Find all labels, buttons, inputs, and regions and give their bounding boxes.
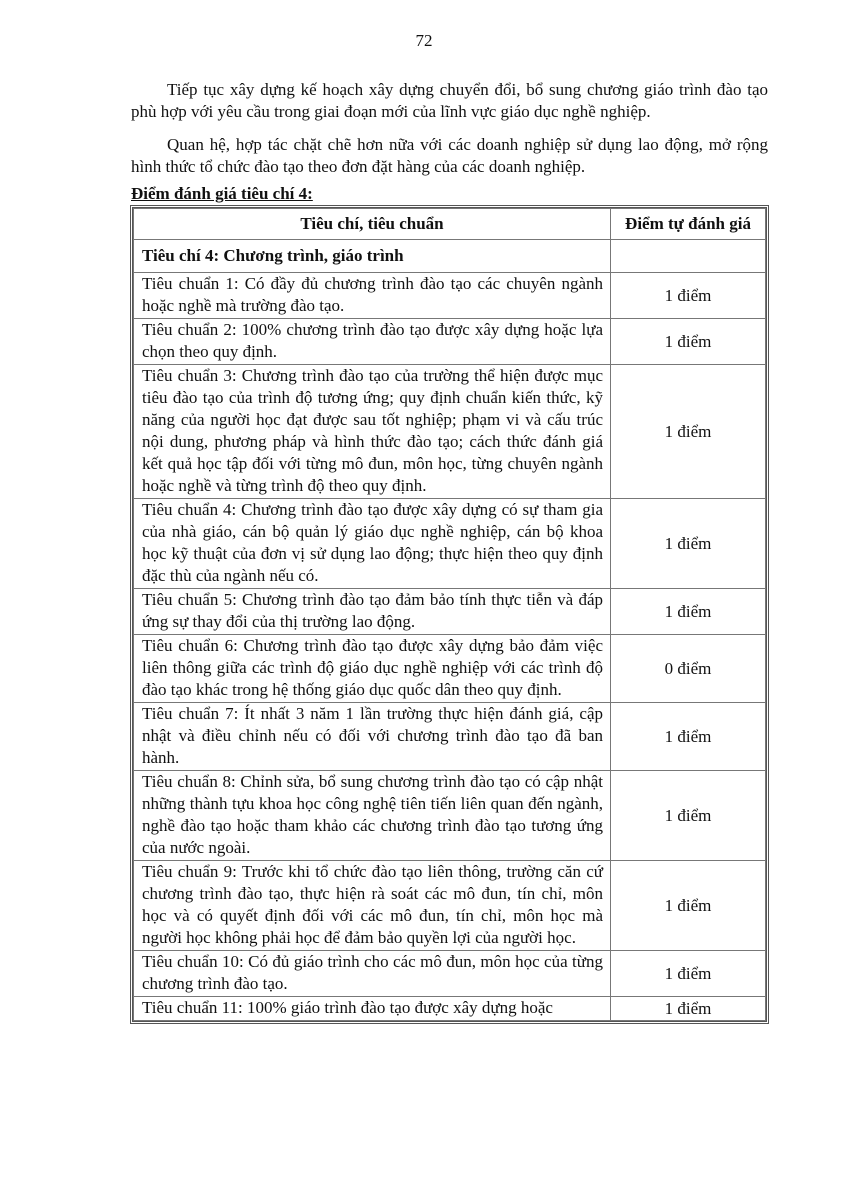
standard-score: 1 điểm bbox=[611, 589, 766, 635]
table-row bbox=[134, 703, 766, 771]
table-row bbox=[134, 861, 766, 951]
body-paragraph: Quan hệ, hợp tác chặt chẽ hơn nữa với các doanh nghiệp sử dụng lao động, mở rộng hình thức tổ chức đào tạo theo đơn đặt hàng của các doanh nghiệp. bbox=[131, 135, 768, 176]
standard-criteria-text: Tiêu chuẩn 9: Trước khi tổ chức đào tạo liên thông, trường căn cứ chương trình đào tạo, thực hiện rà soát các mô đun, tín chỉ, môn học và có quyết định đối với các mô đun, tín chỉ, môn học mà người học không phải học để đảm bảo quyền lợi của người học. bbox=[134, 861, 611, 951]
score-table-frame bbox=[130, 205, 769, 1024]
section-heading: Điểm đánh giá tiêu chí 4: bbox=[131, 184, 313, 203]
criteria-column-header: Tiêu chí, tiêu chuẩn bbox=[134, 209, 611, 240]
standard-score: 0 điểm bbox=[611, 635, 766, 703]
standard-criteria-text: Tiêu chuẩn 10: Có đủ giáo trình cho các mô đun, môn học của từng chương trình đào tạo. bbox=[134, 951, 611, 997]
standard-criteria-text: Tiêu chuẩn 4: Chương trình đào tạo được xây dựng có sự tham gia của nhà giáo, cán bộ quản lý giáo dục nghề nghiệp, cán bộ khoa học kỹ thuật của đơn vị sử dụng lao động; thực hiện theo quy định đặc thù của ngành nếu có. bbox=[134, 499, 611, 589]
standard-criteria-text: Tiêu chuẩn 1: Có đầy đủ chương trình đào tạo các chuyên ngành hoặc nghề mà trường đào tạo. bbox=[134, 273, 611, 319]
table-row bbox=[134, 273, 766, 319]
standard-score: 1 điểm bbox=[611, 997, 766, 1021]
page-number: 72 bbox=[415, 31, 433, 50]
standard-criteria-text: Tiêu chuẩn 3: Chương trình đào tạo của trường thể hiện được mục tiêu đào tạo của trình độ tương ứng; quy định chuẩn kiến thức, kỹ năng của người học đạt được sau tốt nghiệp; phạm vi và cấu trúc nội dung, phương pháp và hình thức đào tạo; cách thức đánh giá kết quả học tập đối với từng mô đun, môn học, từng chuyên ngành hoặc nghề và từng trình độ theo quy định. bbox=[134, 365, 611, 499]
standard-criteria-text: Tiêu chuẩn 2: 100% chương trình đào tạo được xây dựng hoặc lựa chọn theo quy định. bbox=[134, 319, 611, 365]
standard-score: 1 điểm bbox=[611, 499, 766, 589]
criterion-group-label: Tiêu chí 4: Chương trình, giáo trình bbox=[134, 240, 611, 273]
table-row bbox=[134, 319, 766, 365]
score-column-header: Điểm tự đánh giá bbox=[611, 209, 766, 240]
standard-criteria-text: Tiêu chuẩn 6: Chương trình đào tạo được xây dựng bảo đảm việc liên thông giữa các trình độ giáo dục nghề nghiệp với các trình độ đào tạo khác trong hệ thống giáo dục quốc dân theo quy định. bbox=[134, 635, 611, 703]
table-row bbox=[134, 951, 766, 997]
table-row bbox=[134, 589, 766, 635]
table-row bbox=[134, 635, 766, 703]
standard-score: 1 điểm bbox=[611, 951, 766, 997]
criterion-group-row bbox=[134, 240, 766, 273]
body-paragraph: Tiếp tục xây dựng kế hoạch xây dựng chuyển đổi, bổ sung chương giáo trình đào tạo phù hợp với yêu cầu trong giai đoạn mới của lĩnh vực giáo dục nghề nghiệp. bbox=[131, 80, 768, 121]
table-row bbox=[134, 499, 766, 589]
table-row bbox=[134, 365, 766, 499]
standard-criteria-text: Tiêu chuẩn 7: Ít nhất 3 năm 1 lần trường thực hiện đánh giá, cập nhật và điều chỉnh nếu có đối với chương trình đào tạo đã ban hành. bbox=[134, 703, 611, 771]
standard-criteria-text: Tiêu chuẩn 8: Chỉnh sửa, bổ sung chương trình đào tạo có cập nhật những thành tựu khoa học công nghệ tiên tiến liên quan đến ngành, nghề đào tạo hoặc tham khảo các chương trình đào tạo tương ứng của nước ngoài. bbox=[134, 771, 611, 861]
table-row bbox=[134, 771, 766, 861]
standard-criteria-text: Tiêu chuẩn 5: Chương trình đào tạo đảm bảo tính thực tiễn và đáp ứng sự thay đổi của thị trường lao động. bbox=[134, 589, 611, 635]
standard-score: 1 điểm bbox=[611, 703, 766, 771]
score-table bbox=[133, 208, 766, 1021]
criterion-group-score bbox=[611, 240, 766, 273]
standard-score: 1 điểm bbox=[611, 861, 766, 951]
standard-criteria-text: Tiêu chuẩn 11: 100% giáo trình đào tạo được xây dựng hoặc bbox=[134, 997, 611, 1021]
table-row bbox=[134, 997, 766, 1021]
table-header-row bbox=[134, 209, 766, 240]
standard-score: 1 điểm bbox=[611, 771, 766, 861]
standard-score: 1 điểm bbox=[611, 319, 766, 365]
standard-score: 1 điểm bbox=[611, 365, 766, 499]
standard-score: 1 điểm bbox=[611, 273, 766, 319]
